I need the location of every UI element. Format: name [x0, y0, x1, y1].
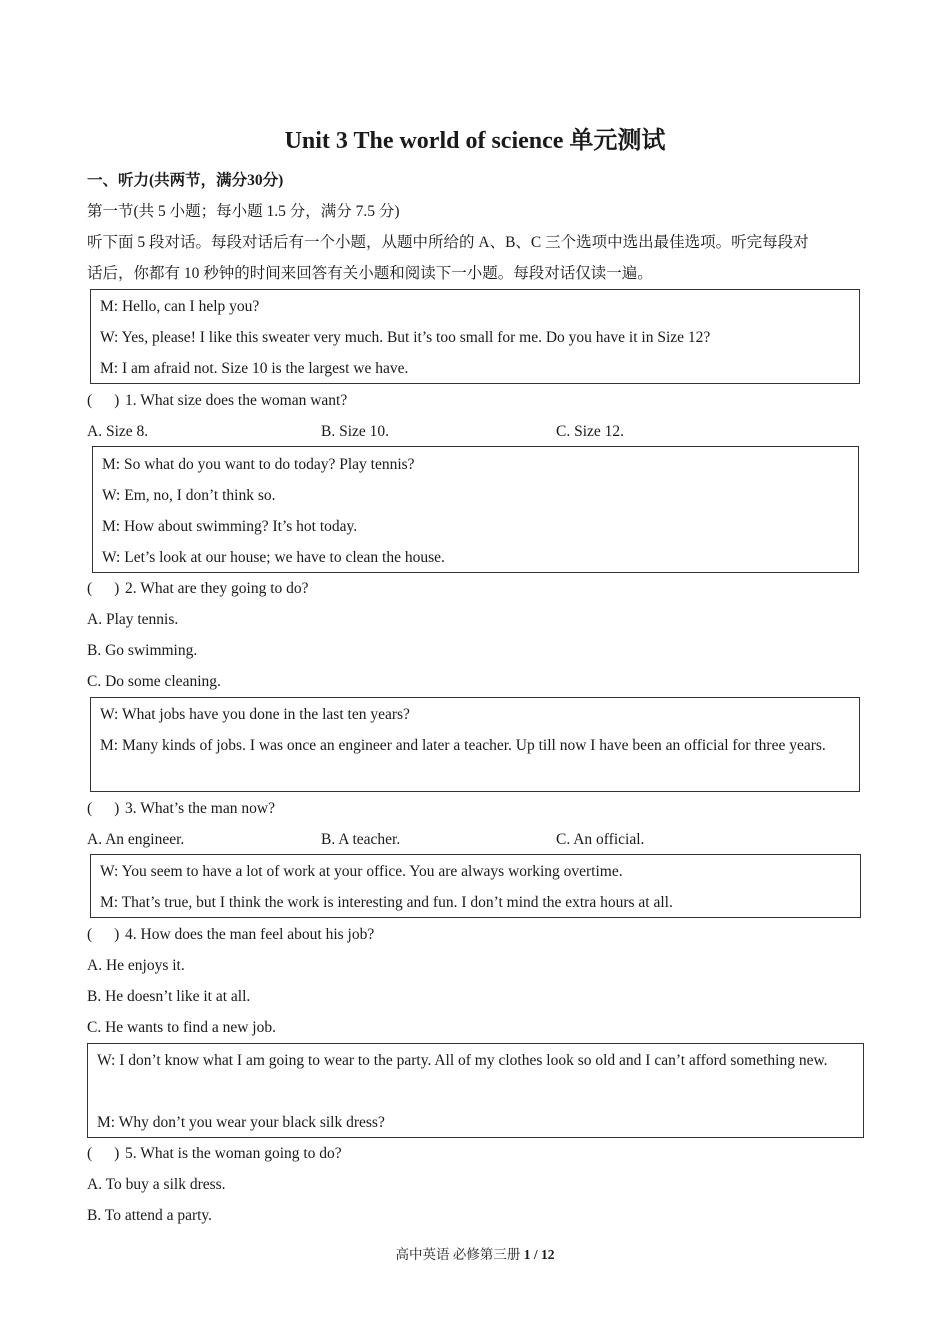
dialogue-line: M: That’s true, but I think the work is interesting and fun. I don’t mind the extra hours at all. [100, 894, 673, 911]
answer-paren: ( ) [87, 926, 120, 943]
question-text: 2. What are they going to do? [125, 580, 309, 597]
dialogue-box-1 [90, 289, 860, 384]
page-footer [0, 1245, 950, 1265]
option-b: B. He doesn’t like it at all. [87, 988, 251, 1005]
dialogue-line: M: So what do you want to do today? Play tennis? [102, 456, 415, 473]
question-text: 3. What’s the man now? [125, 800, 275, 817]
dialogue-line: W: Let’s look at our house; we have to clean the house. [102, 549, 445, 566]
dialogue-line: M: How about swimming? It’s hot today. [102, 518, 358, 535]
page-title: Unit 3 The world of science 单元测试 [284, 128, 666, 154]
option-c: C. Size 12. [556, 423, 625, 440]
option-b: B. To attend a party. [87, 1207, 213, 1224]
question-5 [87, 1144, 342, 1164]
dialogue-box-4 [90, 854, 861, 918]
page-number: 1 / 12 [523, 1247, 555, 1262]
option-a: A. He enjoys it. [87, 957, 185, 974]
question-text: 4. How does the man feel about his job? [125, 926, 375, 943]
dialogue-box-3 [90, 697, 860, 792]
option-a: A. Play tennis. [87, 611, 179, 628]
dialogue-line: M: Many kinds of jobs. I was once an engineer and later a teacher. Up till now I have been an official for three years. [100, 737, 826, 754]
option-a: A. To buy a silk dress. [87, 1176, 226, 1193]
dialogue-line: M: Hello, can I help you? [100, 298, 260, 315]
part-heading: 第一节(共 5 小题；每小题 1.5 分，满分 7.5 分) [87, 203, 400, 220]
question-2 [87, 579, 309, 599]
instructions-line-2: 话后，你都有 10 秒钟的时间来回答有关小题和阅读下一小题。每段对话仅读一遍。 [87, 265, 653, 282]
dialogue-line: W: I don’t know what I am going to wear to the party. All of my clothes look so old and I can’t afford something new. [97, 1052, 828, 1069]
footer-label: 高中英语 必修第三册 [395, 1247, 521, 1262]
dialogue-box-5 [87, 1043, 864, 1138]
option-c: C. He wants to find a new job. [87, 1019, 276, 1036]
question-4 [87, 925, 374, 945]
dialogue-line: W: Yes, please! I like this sweater very much. But it’s too small for me. Do you have it in Size 12? [100, 329, 711, 346]
answer-paren: ( ) [87, 1145, 120, 1162]
answer-paren: ( ) [87, 392, 120, 409]
dialogue-line: M: I am afraid not. Size 10 is the largest we have. [100, 360, 409, 377]
answer-paren: ( ) [87, 800, 120, 817]
option-c: C. Do some cleaning. [87, 673, 221, 690]
dialogue-line: W: You seem to have a lot of work at your office. You are always working overtime. [100, 863, 623, 880]
option-a: A. Size 8. [87, 423, 149, 440]
option-a: A. An engineer. [87, 831, 185, 848]
question-text: 1. What size does the woman want? [125, 392, 348, 409]
dialogue-line: M: Why don’t you wear your black silk dress? [97, 1114, 385, 1131]
answer-paren: ( ) [87, 580, 120, 597]
option-b: B. A teacher. [321, 831, 401, 848]
question-1 [87, 391, 347, 411]
dialogue-line: W: Em, no, I don’t think so. [102, 487, 276, 504]
instructions-line-1: 听下面 5 段对话。每段对话后有一个小题，从题中所给的 A、B、C 三个选项中选出最佳选项。听完每段对 [87, 234, 809, 251]
dialogue-box-2 [92, 446, 859, 573]
option-b: B. Size 10. [321, 423, 390, 440]
section-heading: 一、听力(共两节，满分30分) [87, 172, 284, 189]
dialogue-line: W: What jobs have you done in the last ten years? [100, 706, 410, 723]
option-c: C. An official. [556, 831, 645, 848]
question-3 [87, 799, 275, 819]
question-text: 5. What is the woman going to do? [125, 1145, 342, 1162]
option-b: B. Go swimming. [87, 642, 198, 659]
